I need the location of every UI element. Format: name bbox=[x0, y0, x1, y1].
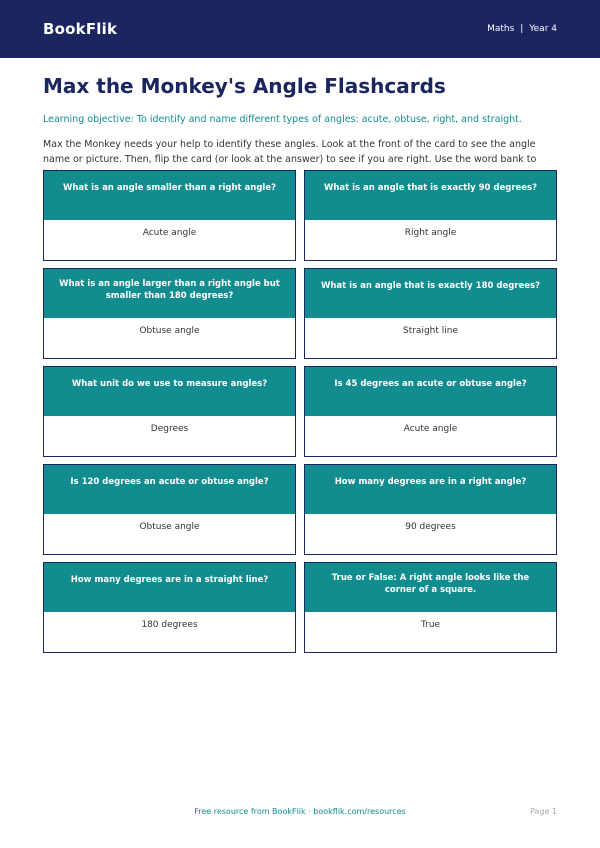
flashcard[interactable] bbox=[43, 366, 296, 457]
learning-objective: Learning objective: To identify and name different types of angles: acute, obtuse, right, and straight. bbox=[43, 114, 522, 125]
flashcard-answer: Degrees bbox=[150, 424, 189, 434]
flashcard[interactable] bbox=[43, 268, 296, 359]
flashcard-question: How many degrees are in a straight line? bbox=[44, 563, 295, 612]
flashcard[interactable] bbox=[304, 366, 557, 457]
footer-text[interactable]: Free resource from BookFlik · bookflik.com/resources bbox=[194, 807, 406, 816]
flashcard-question: Is 45 degrees an acute or obtuse angle? bbox=[305, 367, 556, 416]
intro-text: Max the Monkey needs your help to identify these angles. Look at the front of the card to see the angle name or picture. Then, flip the card (or look at the answer) to see if you are right. Use the word bank to bbox=[43, 139, 537, 165]
flashcard-answer: 90 degrees bbox=[405, 522, 456, 532]
page-title: Max the Monkey's Angle Flashcards bbox=[43, 74, 446, 98]
flashcard-answer: Right angle bbox=[404, 228, 457, 238]
brand-logo[interactable]: BookFlik bbox=[43, 20, 118, 38]
flashcard[interactable] bbox=[43, 464, 296, 555]
flashcard-answer: Acute angle bbox=[142, 228, 197, 238]
flashcard-question: What is an angle that is exactly 90 degrees? bbox=[305, 171, 556, 220]
page-number: Page 1 bbox=[530, 807, 557, 816]
flashcard-question: True or False: A right angle looks like the corner of a square. bbox=[305, 563, 556, 612]
flashcard[interactable] bbox=[43, 562, 296, 653]
flashcard[interactable] bbox=[43, 170, 296, 261]
subject-label: Maths bbox=[487, 24, 515, 34]
flashcard-grid bbox=[43, 170, 557, 653]
flashcard-answer: Acute angle bbox=[403, 424, 458, 434]
flashcard-answer: True bbox=[420, 620, 441, 630]
flashcard-answer: Straight line bbox=[402, 326, 458, 336]
header-separator: | bbox=[520, 24, 524, 34]
header-bar bbox=[0, 0, 600, 58]
flashcard-question: How many degrees are in a right angle? bbox=[305, 465, 556, 514]
flashcard[interactable] bbox=[304, 170, 557, 261]
flashcard[interactable] bbox=[304, 562, 557, 653]
flashcard-answer: 180 degrees bbox=[141, 620, 198, 630]
flashcard-question: What is an angle larger than a right angle but smaller than 180 degrees? bbox=[44, 269, 295, 318]
flashcard-question: Is 120 degrees an acute or obtuse angle? bbox=[44, 465, 295, 514]
flashcard-answer: Obtuse angle bbox=[139, 326, 200, 336]
flashcard[interactable] bbox=[304, 464, 557, 555]
year-label: Year 4 bbox=[529, 24, 557, 34]
flashcard-question: What is an angle smaller than a right angle? bbox=[44, 171, 295, 220]
header-meta bbox=[487, 24, 557, 34]
flashcard[interactable] bbox=[304, 268, 557, 359]
flashcard-answer: Obtuse angle bbox=[139, 522, 200, 532]
flashcard-question: What is an angle that is exactly 180 degrees? bbox=[305, 269, 556, 318]
flashcard-question: What unit do we use to measure angles? bbox=[44, 367, 295, 416]
